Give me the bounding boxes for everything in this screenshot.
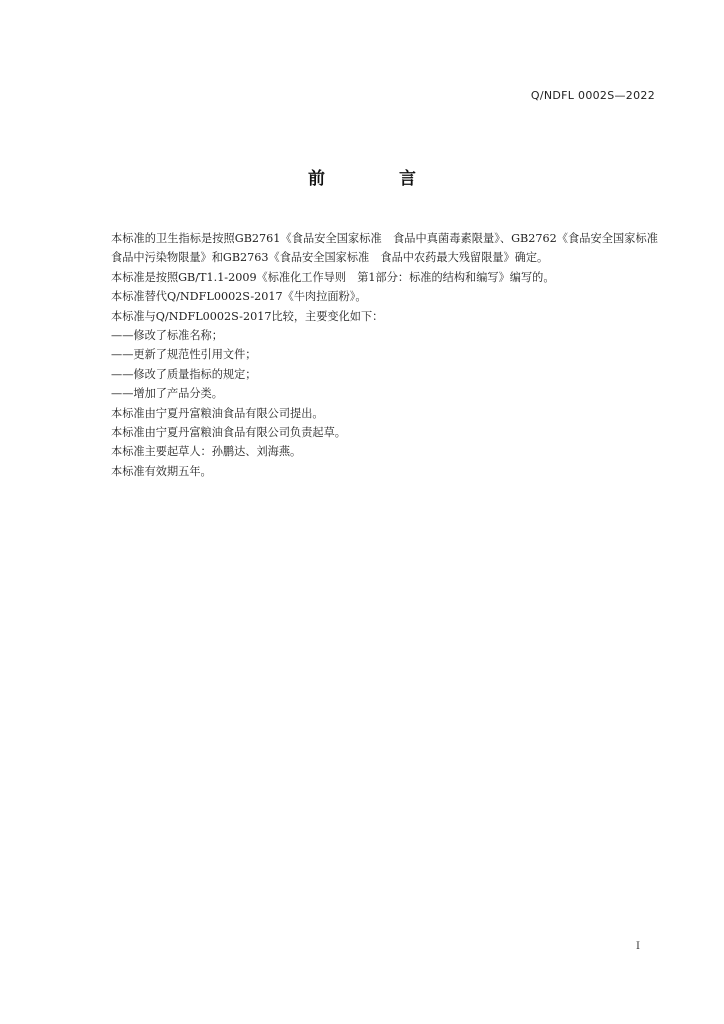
paragraph-proposer: 本标准由宁夏丹富粮油食品有限公司提出。 bbox=[111, 406, 324, 420]
paragraph-main-drafters: 本标准主要起草人：孙鹏达、刘海燕。 bbox=[111, 445, 302, 459]
paragraph-validity: 本标准有效期五年。 bbox=[111, 464, 212, 478]
change-item: ——增加了产品分类。 bbox=[111, 387, 223, 401]
paragraph-replaces: 本标准替代Q/NDFL0002S-2017《牛肉拉面粉》。 bbox=[111, 290, 367, 304]
paragraph-drafting-rules: 本标准是按照GB/T1.1-2009《标准化工作导则 第1部分：标准的结构和编写》编写的。 bbox=[111, 270, 555, 284]
paragraph-hygiene-indicators: 本标准的卫生指标是按照GB2761《食品安全国家标准 食品中真菌毒素限量》、GB2762《食品安全国家标准 食品中污染物限量》和GB2763《食品安全国家标准 食品中农药最大残留限量》确定。 bbox=[111, 232, 670, 265]
standard-code: Q/NDFL 0002S—2022 bbox=[530, 89, 655, 102]
foreword-body bbox=[86, 229, 670, 481]
page-title: 前 言 bbox=[308, 169, 450, 189]
paragraph-comparison: 本标准与Q/NDFL0002S-2017比较，主要变化如下： bbox=[111, 309, 384, 323]
page-number: I bbox=[636, 941, 640, 952]
change-item: ——更新了规范性引用文件； bbox=[111, 348, 257, 362]
change-item: ——修改了标准名称； bbox=[111, 329, 223, 343]
paragraph-drafter: 本标准由宁夏丹富粮油食品有限公司负责起草。 bbox=[111, 426, 346, 440]
change-item: ——修改了质量指标的规定； bbox=[111, 367, 257, 381]
